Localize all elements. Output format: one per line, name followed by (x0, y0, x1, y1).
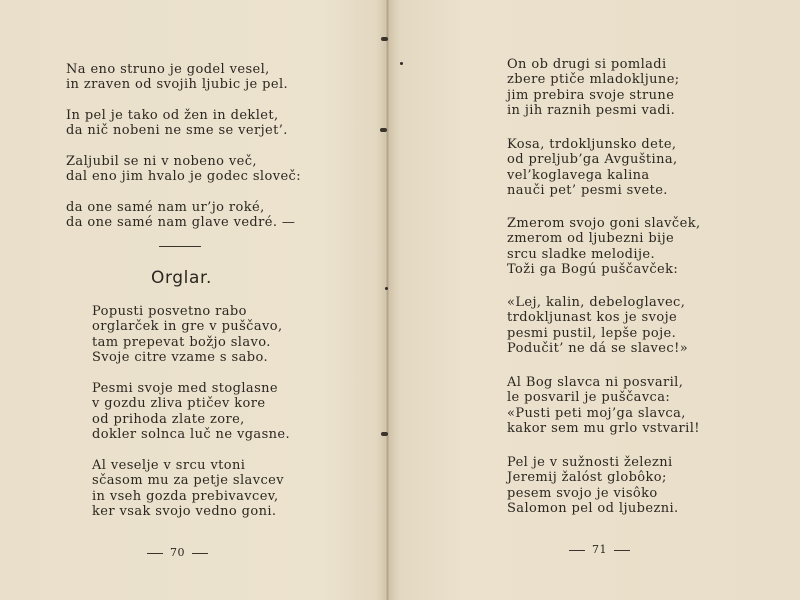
verse-line: «Pusti peti moj’ga slavca, (507, 405, 686, 421)
stanza (92, 304, 282, 366)
verse-line: Zmerom svojo goni slavček, (507, 216, 701, 231)
verse-line: Popusti posvetno rabo (92, 304, 247, 319)
verse-line: jim prebira svoje strune (507, 87, 675, 103)
stanza (66, 200, 295, 231)
verse-line: zmerom od ljubezni bije (507, 231, 675, 247)
stanza (507, 375, 700, 437)
verse-line: Jeremij žalóst globôko; (507, 470, 667, 486)
verse-line: Al veselje v srcu vtoni (92, 458, 246, 473)
verse-line: zbere ptiče mladokljune; (507, 72, 680, 88)
verse-line: sčasom mu za petje slavcev (92, 473, 284, 489)
page-number (562, 542, 637, 557)
verse-line: in zraven od svojih ljubic je pel. (66, 77, 289, 93)
poem-title: Orglar. (151, 268, 213, 288)
verse-line: da one samé nam ur’jo roké, (66, 200, 265, 215)
verse-line: od preljub’ga Avguština, (507, 152, 678, 168)
stanza (66, 108, 288, 139)
verse-line: in jih raznih pesmi vadi. (507, 103, 676, 119)
page-number-dash (147, 553, 163, 554)
page-number-dash (192, 553, 208, 554)
verse-line: in vseh gozda prebivavcev, (92, 488, 279, 504)
verse-line: Pel je v sužnosti železni (507, 455, 673, 470)
left-page (0, 0, 386, 600)
verse-line: «Lej, kalin, debeloglavec, (507, 295, 686, 310)
stanza (92, 381, 290, 443)
stanza (66, 62, 288, 93)
verse-line: Kosa, trdokljunsko dete, (507, 137, 677, 152)
stanza (507, 57, 680, 119)
verse-line: trdokljunast kos je svoje (507, 310, 678, 326)
verse-line: Al Bog slavca ni posvaril, (507, 375, 684, 390)
book-gutter (386, 0, 389, 600)
section-divider (159, 246, 201, 247)
verse-line: da one samé nam glave vedré. — (66, 215, 296, 231)
verse-line: Toži ga Bogú puščavček: (507, 262, 679, 278)
verse-line: dal eno jim hvalo je godec sloveč: (66, 169, 302, 185)
verse-line: kakor sem mu grlo vstvaril! (507, 421, 700, 437)
verse-line: pesem svojo je visôko (507, 485, 658, 501)
stanza (507, 137, 678, 199)
verse-line: le posvaril je puščavca: (507, 390, 671, 406)
verse-line: od prihoda zlate zore, (92, 411, 245, 427)
verse-line: da nič nobeni ne sme se verjet’. (66, 123, 288, 139)
verse-line: dokler solnca luč ne vgasne. (92, 427, 291, 443)
verse-line: pesmi pustil, lepše poje. (507, 325, 677, 341)
verse-line: Zaljubil se ni v nobeno več, (66, 154, 257, 169)
verse-line: Na eno struno je godel vesel, (66, 62, 270, 77)
page-number-value: 71 (592, 543, 607, 556)
verse-line: ker vsak svojo vedno goni. (92, 504, 277, 520)
verse-line: srcu sladke melodije. (507, 246, 656, 262)
verse-line: tam prepevat božjo slavo. (92, 334, 271, 350)
page-number-dash (614, 550, 630, 551)
page-number (140, 545, 215, 560)
stanza (66, 154, 301, 185)
verse-line: vel’koglavega kalina (507, 167, 650, 183)
page-number-dash (569, 550, 585, 551)
verse-line: v gozdu zliva ptičev kore (92, 396, 266, 412)
page-number-value: 70 (170, 546, 185, 559)
stanza (507, 455, 679, 517)
verse-line: orglarček in gre v puščavo, (92, 319, 283, 335)
verse-line: Salomon pel od ljubezni. (507, 501, 679, 517)
verse-line: Pesmi svoje med stoglasne (92, 381, 279, 396)
verse-line: Podučit’ ne dá se slavec!» (507, 341, 689, 357)
verse-line: In pel je tako od žen in deklet, (66, 108, 279, 123)
right-page (390, 0, 800, 600)
stanza (92, 458, 284, 520)
verse-line: On ob drugi si pomladi (507, 57, 667, 72)
verse-line: nauči pet’ pesmi svete. (507, 183, 668, 199)
stanza (507, 216, 701, 278)
stanza (507, 295, 688, 357)
verse-line: Svoje citre vzame s sabo. (92, 350, 269, 366)
